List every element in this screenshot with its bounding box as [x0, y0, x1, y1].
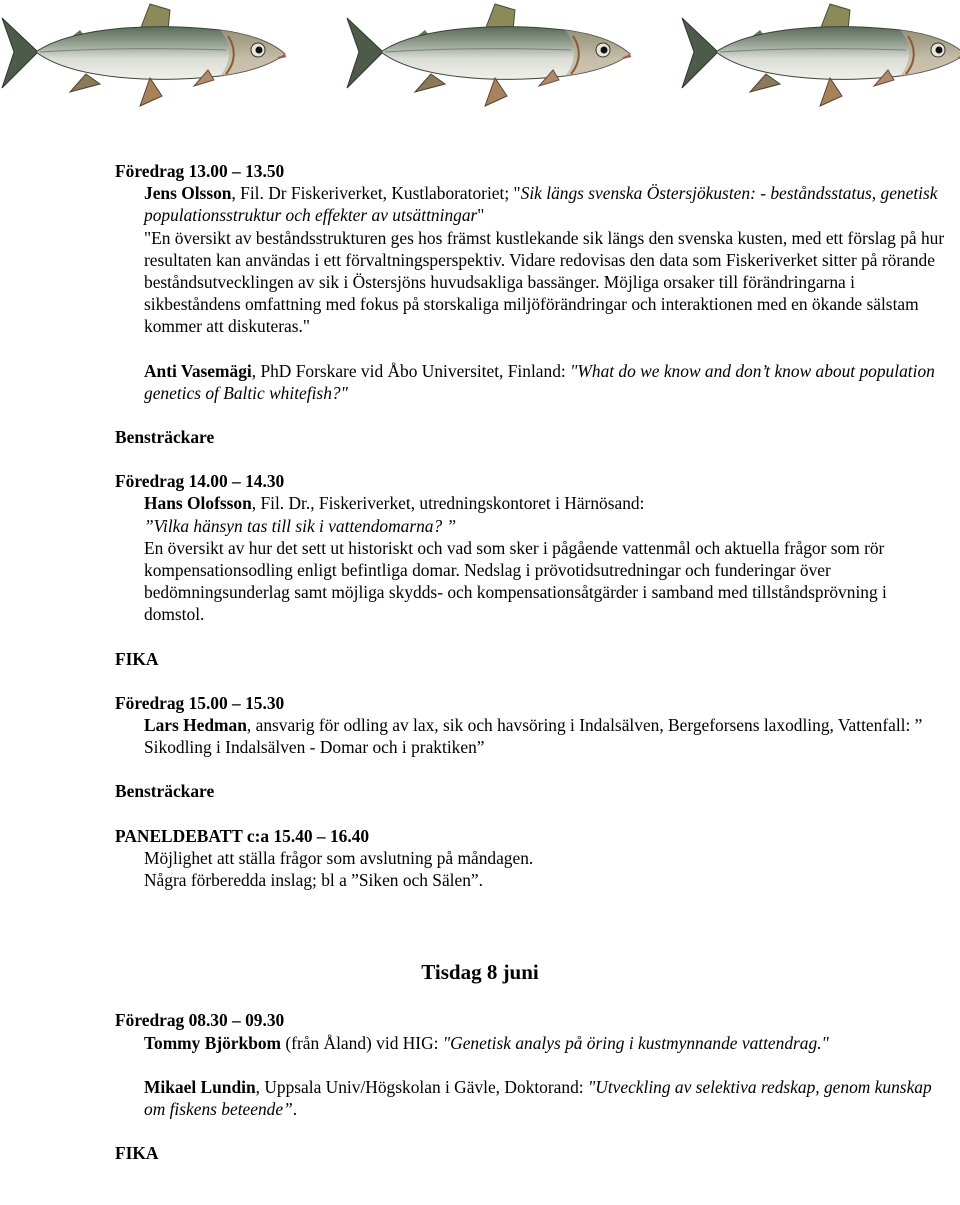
talk-entry: [115, 1032, 945, 1054]
session-title: PANELDEBATT c:a 15.40 – 16.40: [115, 825, 370, 846]
speaker-affiliation: (från Åland) vid HIG:: [281, 1032, 443, 1053]
speaker-degree: , Fil. Dr.: [251, 493, 311, 514]
session-title: Föredrag 14.00 – 14.30: [115, 471, 285, 492]
talk-entry: [115, 360, 945, 404]
session-title: Föredrag 15.00 – 15.30: [115, 692, 285, 713]
quote-mark: ": [477, 205, 485, 226]
speaker-affiliation: , Fiskeriverket, utredningskontoret i Härnösand:: [310, 493, 645, 514]
speaker-affiliation: , Fil. Dr Fiskeriverket, Kustlaboratoriet; ": [231, 183, 521, 204]
break-label: FIKA: [115, 648, 159, 669]
talk-title: Sik längs svenska Östersjökusten: - beståndsstatus, genetisk populationsstruktur och effekter av utsättningar: [144, 183, 938, 226]
talk-title: "What do we know and don’t know about population genetics of Baltic whitefish?": [144, 360, 935, 403]
talk-entry: [115, 492, 945, 625]
talk-entry: [115, 714, 945, 758]
speaker-name: Mikael Lundin: [144, 1076, 256, 1097]
speaker-name: Tommy Björkbom: [144, 1032, 282, 1053]
talk-entry: [115, 1076, 945, 1120]
session-title: Föredrag 08.30 – 09.30: [115, 1010, 285, 1031]
program-content: [115, 160, 945, 1165]
break-label: FIKA: [115, 1143, 159, 1164]
period: .: [292, 1099, 298, 1120]
break-label: Bensträckare: [115, 781, 215, 802]
speaker-affiliation: , Uppsala Univ/Högskolan i Gävle, Doktorand:: [255, 1076, 588, 1097]
break-label: Bensträckare: [115, 427, 215, 448]
panel-line: Några förberedda inslag; bl a ”Siken och Sälen”.: [144, 870, 483, 891]
panel-description: [115, 847, 945, 891]
whitefish-illustration-icon: [345, 0, 635, 112]
speaker-name: Lars Hedman: [144, 715, 247, 736]
speaker-affiliation: , PhD Forskare vid Åbo Universitet, Finland:: [251, 360, 571, 381]
talk-title: ”Vilka hänsyn tas till sik i vattendomarna? ”: [144, 515, 457, 536]
panel-line: Möjlighet att ställa frågor som avslutning på måndagen.: [144, 847, 534, 868]
talk-title: "Utveckling av selektiva redskap, genom kunskap om fiskens beteende”: [144, 1076, 932, 1120]
whitefish-illustration-icon: [680, 0, 960, 112]
talk-description: , ansvarig för odling av lax, sik och havsöring i Indalsälven, Bergeforsens laxodling, Vattenfall: ” Sikodling i Indalsälven - Domar och i praktiken”: [144, 715, 923, 758]
talk-title: "Genetisk analys på öring i kustmynnande vattendrag.": [442, 1032, 829, 1053]
speaker-name: Hans Olofsson: [144, 493, 252, 514]
whitefish-illustration-icon: [0, 0, 290, 112]
day-title: Tisdag 8 juni: [421, 960, 539, 985]
speaker-name: Anti Vasemägi: [144, 360, 252, 381]
header-fish-row: [0, 0, 960, 112]
session-title: Föredrag 13.00 – 13.50: [115, 161, 285, 181]
speaker-name: Jens Olsson: [144, 183, 232, 204]
talk-entry: [115, 182, 945, 337]
talk-abstract: "En översikt av beståndsstrukturen ges hos främst kustlekande sik längs den svenska kusten, med ett förslag på hur resultaten kan användas i ett förvaltningsperspektiv. Vidare redovisas den data som Fiskeriverket sitter på rörande beståndsutvecklingen av sik i Östersjöns huvudsakliga bassänger. Möjliga orsaker till förändringarna i sikbeståndens omfattning med fokus på storskaliga miljöförändringar och interaktionen med en ökande sälstam kommer att diskuteras.": [144, 227, 945, 337]
talk-abstract: En översikt av hur det sett ut historiskt och vad som sker i pågående vattenmål och aktuella frågor som rör kompensationsodling enligt befintliga domar. Nedslag i prövotidsutredningar och funderingar över bedömningsunderlag samt möjliga skydds- och kompensationsåtgärder i samband med tillståndsprövning i domstol.: [144, 537, 887, 625]
